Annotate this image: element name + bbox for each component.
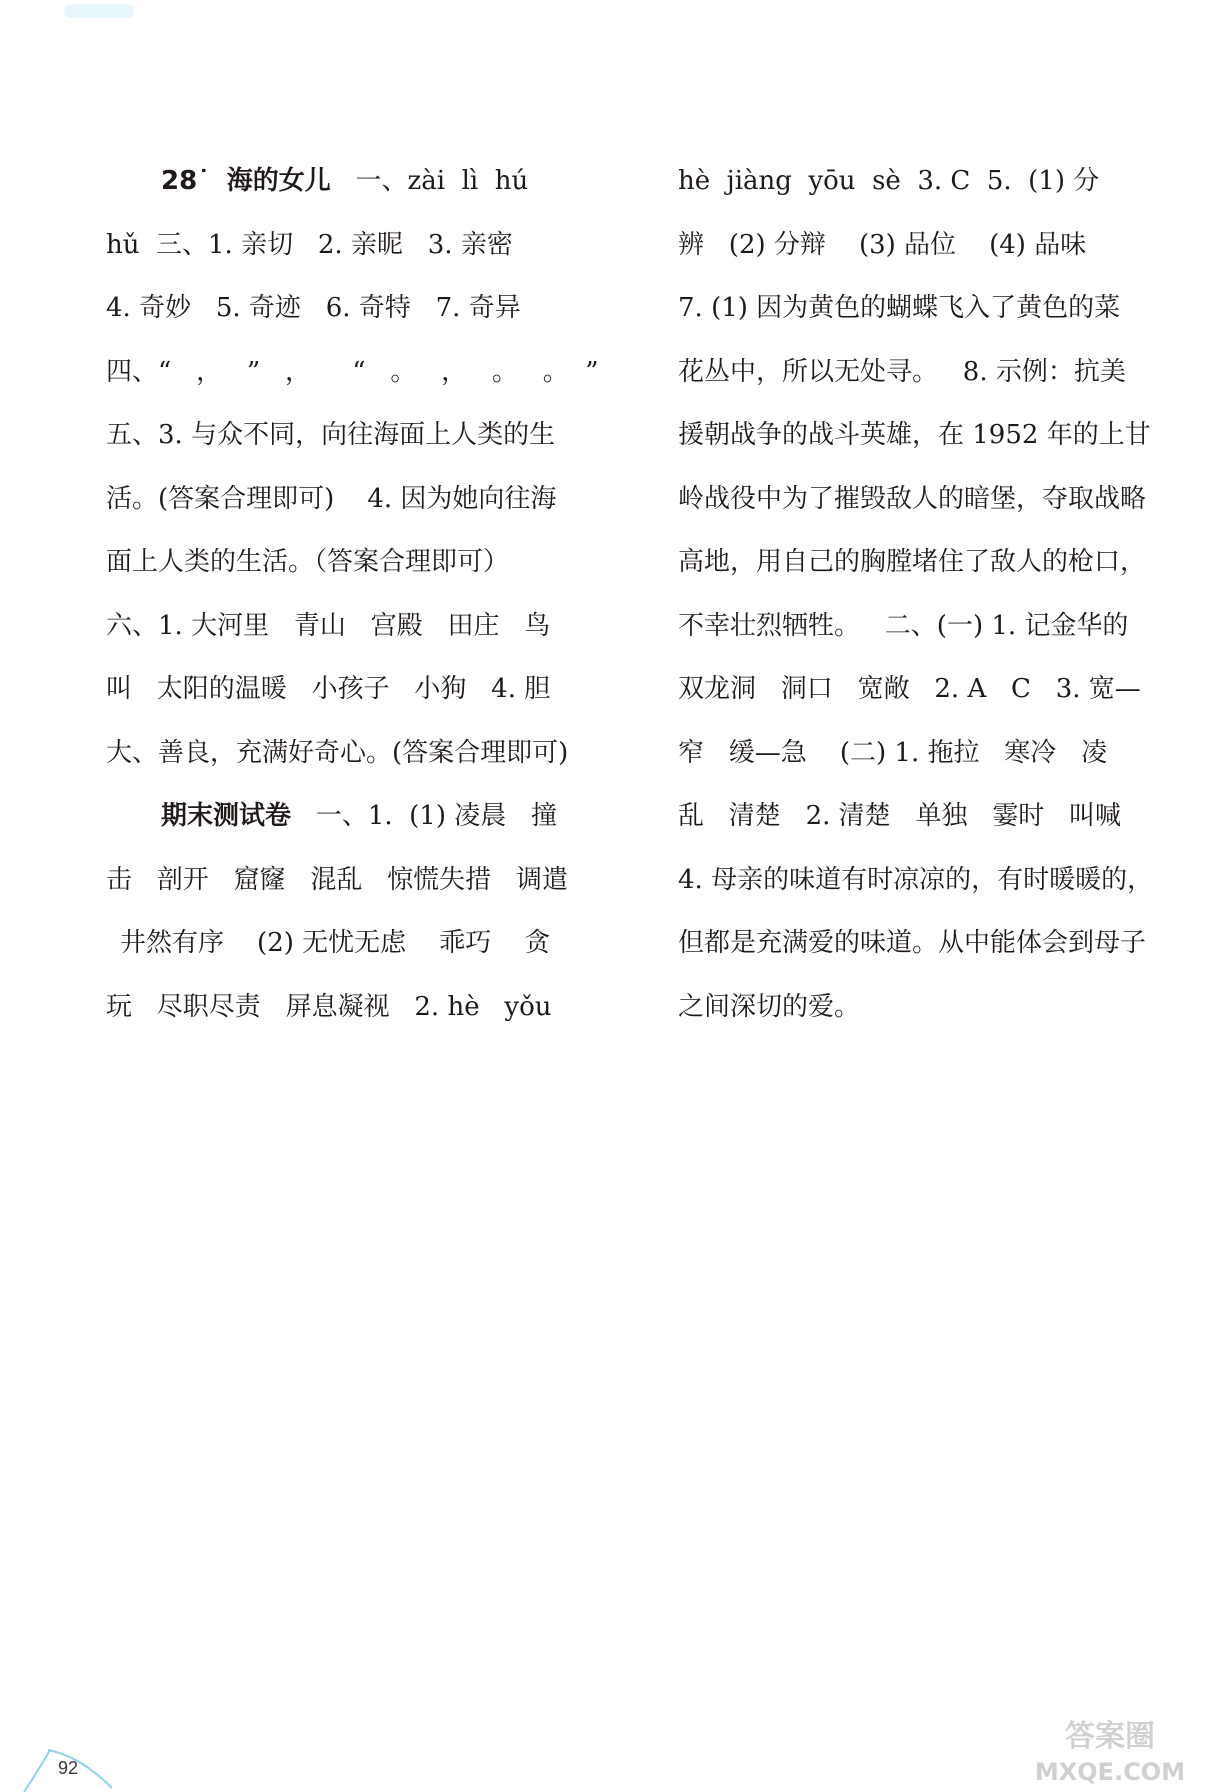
answer-line: 井然有序 (2) 无忧无虑 乖巧 贪 <box>120 928 551 958</box>
answer-line: 五、3. 与众不同，向往海面上人类的生 <box>106 420 556 450</box>
answer-line: 辨 (2) 分辩 (3) 品位 (4) 品味 <box>678 229 1087 260</box>
answer-text: 一、zài lì hú <box>355 166 529 196</box>
section-title: 期末测试卷 <box>161 801 292 831</box>
answer-line: 四、“ ， ” ， “ 。 ， 。 。 ” <box>106 356 599 387</box>
answer-line: 面上人类的生活。（答案合理即可） <box>106 547 510 577</box>
answer-line: 活。(答案合理即可) 4. 因为她向往海 <box>106 483 557 514</box>
answer-line: 但都是充满爱的味道。从中能体会到母子 <box>678 928 1147 958</box>
answer-line: 乱 清楚 2. 清楚 单独 霎时 叫喊 <box>678 801 1122 831</box>
answer-line: 叫 太阳的温暖 小孩子 小狗 4. 胆 <box>106 674 551 704</box>
page-number: 92 <box>58 1758 79 1778</box>
answer-line: 双龙洞 洞口 宽敞 2. A C 3. 宽— <box>678 674 1141 704</box>
answer-line: 7. (1) 因为黄色的蝴蝶飞入了黄色的菜 <box>678 293 1121 323</box>
watermark-logo <box>1010 1712 1210 1788</box>
answer-line: 之间深切的爱。 <box>678 991 861 1022</box>
top-decoration <box>64 4 134 18</box>
answer-line: 六、1. 大河里 青山 宫殿 田庄 鸟 <box>106 610 551 641</box>
answer-line: hǔ 三、1. 亲切 2. 亲昵 3. 亲密 <box>106 229 513 260</box>
answer-line: 不幸壮烈牺牲。 二、(一) 1. 记金华的 <box>678 610 1129 641</box>
answer-line: 玩 尽职尽责 屏息凝视 2. hè yǒu <box>106 991 552 1022</box>
lesson-number: 28 <box>161 166 198 196</box>
answer-line <box>106 785 594 849</box>
watermark-url: MXQE.COM <box>1034 1758 1186 1786</box>
watermark-brand: 答案圈 <box>1065 1719 1155 1754</box>
answer-line: 岭战役中为了摧毁敌人的暗堡，夺取战略 <box>678 483 1147 514</box>
answer-line: 高地，用自己的胸膛堵住了敌人的枪口， <box>678 547 1147 577</box>
answer-column-left <box>106 150 599 1039</box>
answer-line: 花丛中，所以无处寻。 8. 示例：抗美 <box>678 356 1126 387</box>
answer-line: hè jiàng yōu sè 3. C 5. (1) 分 <box>678 166 1100 196</box>
answer-line: 援朝战争的战斗英雄，在 1952 年的上甘 <box>678 420 1151 450</box>
answer-line: 4. 母亲的味道有时凉凉的，有时暖暖的， <box>678 864 1154 895</box>
lesson-title: 海的女儿 <box>226 166 331 196</box>
answer-text: 一、1. (1) 凌晨 撞 <box>315 801 558 831</box>
answer-line: 28˙ 海的女儿 一、zài lì hú <box>161 166 529 196</box>
answer-line: 大、善良，充满好奇心。(答案合理即可) <box>106 737 569 768</box>
answer-line: 窄 缓—急 (二) 1. 拖拉 寒冷 凌 <box>678 737 1108 768</box>
answer-line: 击 剖开 窟窿 混乱 惊慌失措 调遣 <box>106 864 568 895</box>
answer-line: 4. 奇妙 5. 奇迹 6. 奇特 7. 奇异 <box>106 293 521 323</box>
answer-column-right <box>678 150 1168 1039</box>
